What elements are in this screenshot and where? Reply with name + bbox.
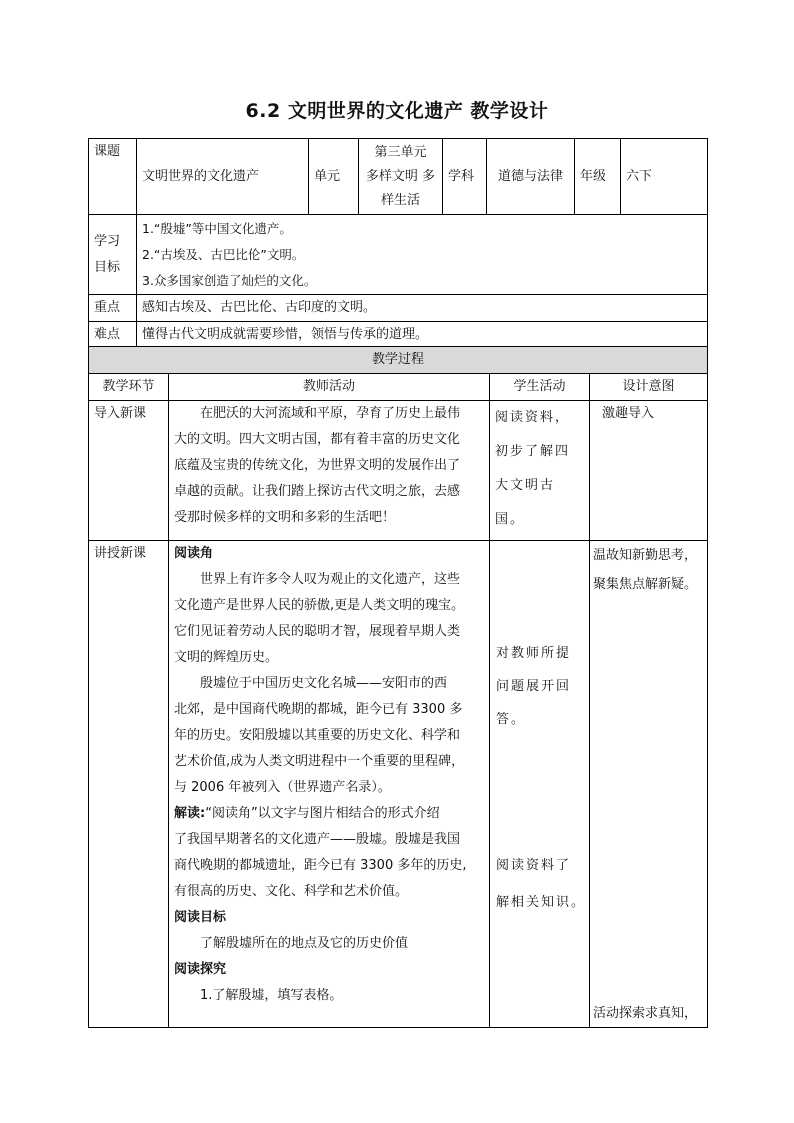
- key-points-label: 重点: [89, 295, 137, 322]
- text-line: 商代晚期的都城遗址，距今已有 3300 多年的历史,: [174, 858, 467, 873]
- intro-intent: 激趣导入: [590, 401, 708, 541]
- subject-value: 道德与法律: [487, 139, 575, 215]
- text-line: 了我国早期著名的文化遗产——殷墟。殷墟是我国: [174, 832, 461, 847]
- text-line: 聚集焦点解新疑。: [593, 577, 698, 592]
- unit-label: 单元: [309, 139, 359, 215]
- topic-value: 文明世界的文化遗产: [137, 139, 309, 215]
- lecture-teacher-activity: [169, 541, 490, 1028]
- explain-text: “阅读角”以文字与图片相结合的形式介绍: [205, 806, 440, 821]
- text-line: 阅读资料，: [495, 410, 571, 425]
- goals-label-line: 目标: [94, 259, 121, 275]
- unit-value-line: 第三单元: [374, 144, 427, 160]
- grade-label: 年级: [575, 139, 621, 215]
- goal-item: 1.“殷墟”等中国文化遗产。: [142, 220, 292, 236]
- text-line: 文明的辉煌历史。: [174, 650, 279, 665]
- intro-stage: 导入新课: [89, 401, 169, 541]
- document-title: 6.2 文明世界的文化遗产 教学设计: [245, 100, 549, 122]
- column-header: 教学环节: [89, 374, 169, 401]
- difficulties-label: 难点: [89, 322, 137, 349]
- goal-item: 3.众多国家创造了灿烂的文化。: [142, 272, 317, 288]
- reading-explore-title: 阅读探究: [174, 962, 227, 977]
- student-block: [496, 847, 586, 921]
- text-line: 北郊，是中国商代晚期的都城，距今已有 3300 多: [174, 702, 463, 717]
- intro-student-activity: [490, 401, 590, 541]
- text-line: 温故知新勤思考，: [593, 548, 698, 563]
- subject-label: 学科: [443, 139, 487, 215]
- lecture-stage: 讲授新课: [89, 541, 169, 1028]
- text-line: 有很高的历史、文化、科学和艺术价值。: [174, 884, 409, 899]
- text-line: 卓越的贡献。让我们踏上探访古代文明之旅，去感: [174, 484, 461, 499]
- text-line: 解相关知识。: [496, 895, 587, 910]
- lecture-intent: [590, 541, 708, 1028]
- topic-label: 课题: [89, 139, 137, 215]
- lecture-student-activity: [490, 541, 590, 1028]
- text-line: 受那时候多样的文明和多彩的生活吧！: [174, 510, 396, 525]
- text-line: 与 2006 年被列入（世界遗产名录）。: [174, 780, 391, 795]
- student-block: [496, 637, 571, 736]
- process-header: 教学过程: [89, 347, 708, 374]
- reading-goal-text: 了解殷墟所在的地点及它的历史价值: [200, 936, 409, 951]
- text-line: 殷墟位于中国历史文化名城——安阳市的西: [200, 676, 448, 691]
- text-line: 对教师所提: [496, 646, 572, 661]
- intro-teacher-activity: [169, 401, 490, 541]
- text-line: 世界上有许多令人叹为观止的文化遗产，这些: [200, 572, 461, 587]
- info-table: [88, 138, 708, 349]
- key-points-text: 感知古埃及、古巴比伦、古印度的文明。: [137, 295, 708, 322]
- grade-value: 六下: [621, 139, 708, 215]
- column-header: 学生活动: [490, 374, 590, 401]
- reading-explore-item: 1.了解殷墟，填写表格。: [200, 988, 343, 1003]
- text-line: 答。: [496, 712, 527, 727]
- text-line: 问题展开回: [496, 679, 572, 694]
- goals-label: [89, 215, 137, 295]
- unit-value-line: 样生活: [380, 192, 420, 208]
- explain-line: [174, 801, 484, 827]
- intent-block: [593, 541, 702, 599]
- text-line: 年的历史。安阳殷墟以其重要的历史文化、科学和: [174, 728, 461, 743]
- text-line: 大文明古国。: [495, 478, 556, 527]
- unit-value: [359, 139, 443, 215]
- text-line: 文化遗产是世界人民的骄傲,更是人类文明的瑰宝。: [174, 598, 465, 613]
- column-header: 教师活动: [169, 374, 490, 401]
- text-line: 大的文明。四大文明古国，都有着丰富的历史文化: [174, 432, 461, 447]
- reading-goal-title: 阅读目标: [174, 910, 227, 925]
- reading-corner-title: 阅读角: [174, 546, 214, 561]
- goals-label-line: 学习: [94, 233, 121, 249]
- explain-label: 解读:: [174, 806, 206, 821]
- text-line: 它们见证着劳动人民的聪明才智，展现着早期人类: [174, 624, 461, 639]
- text-line: 艺术价值,成为人类文明进程中一个重要的里程碑，: [174, 754, 465, 769]
- difficulties-text: 懂得古代文明成就需要珍惜，领悟与传承的道理。: [137, 322, 708, 349]
- goal-item: 2.“古埃及、古巴比伦”文明。: [142, 246, 305, 262]
- column-header: 设计意图: [590, 374, 708, 401]
- text-line: 活动探索求真知，: [593, 1006, 698, 1021]
- text-line: 初步了解四: [495, 444, 571, 459]
- text-line: 在肥沃的大河流域和平原，孕育了历史上最伟: [200, 406, 461, 421]
- text-line: 阅读资料了: [496, 858, 572, 873]
- goals-list: [137, 215, 708, 295]
- process-table: [88, 346, 708, 1028]
- text-line: 底蕴及宝贵的传统文化，为世界文明的发展作出了: [174, 458, 461, 473]
- unit-value-line: 多样文明 多: [365, 168, 436, 184]
